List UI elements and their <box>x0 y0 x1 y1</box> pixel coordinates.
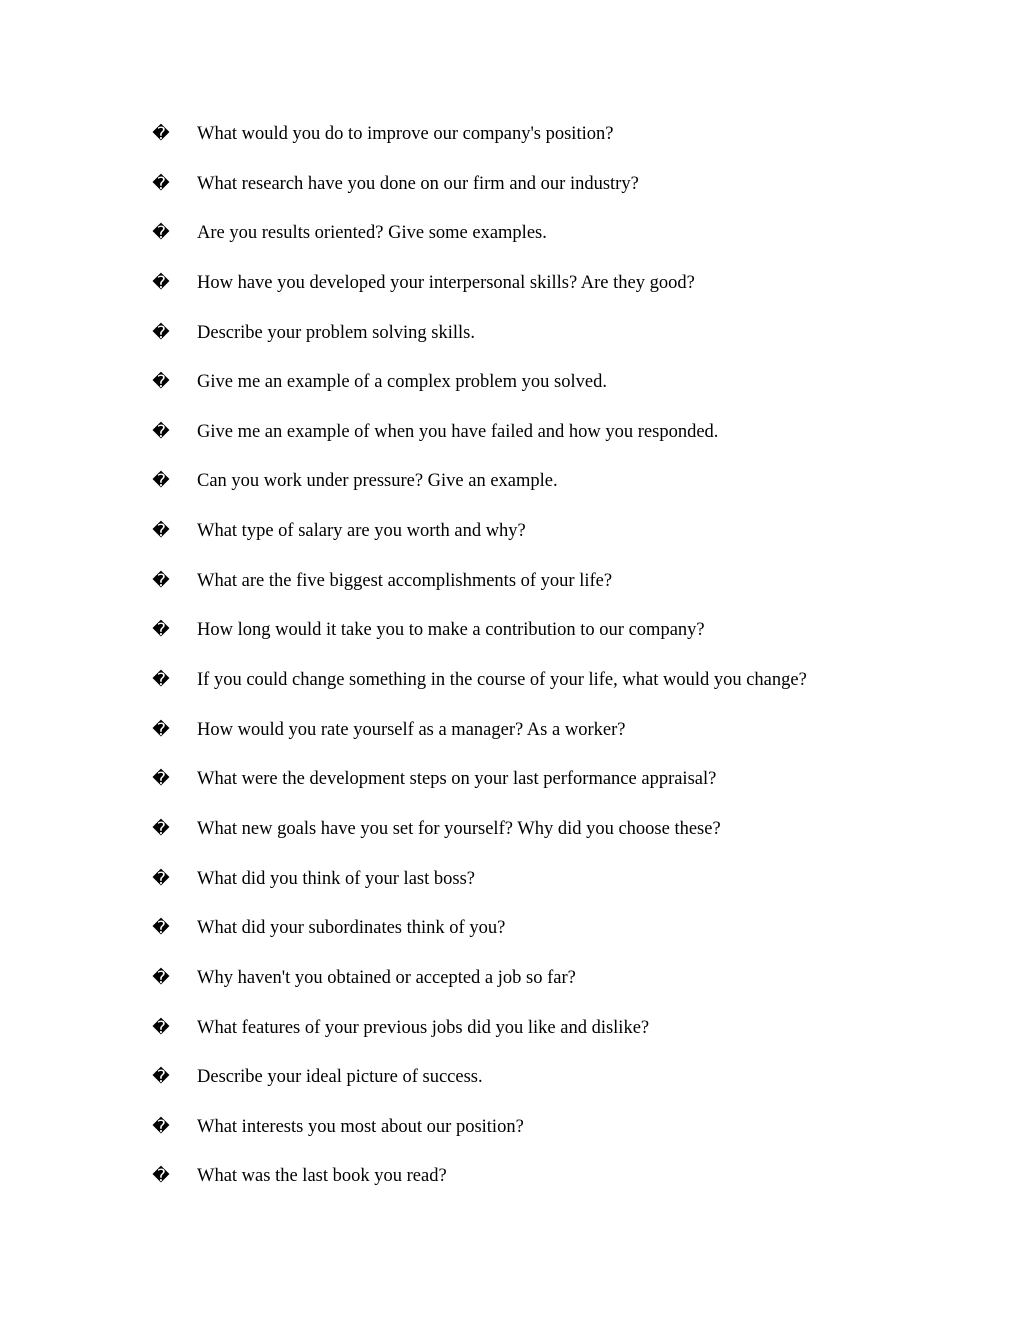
list-item <box>150 567 950 617</box>
question-text: Are you results oriented? Give some examples. <box>197 223 547 244</box>
question-text: What would you do to improve our company's position? <box>197 124 614 144</box>
list-item <box>150 418 950 468</box>
question-text: Give me an example of a complex problem you solved. <box>197 372 607 393</box>
bullet-icon: � <box>152 570 170 591</box>
list-item <box>150 1014 950 1064</box>
list-item <box>150 1162 950 1212</box>
question-text: Describe your problem solving skills. <box>197 322 475 343</box>
bullet-icon: � <box>152 620 170 641</box>
bullet-icon: � <box>152 918 170 939</box>
bullet-icon: � <box>152 372 170 393</box>
question-text: What new goals have you set for yourself? Why did you choose these? <box>197 818 721 839</box>
question-text: Describe your ideal picture of success. <box>197 1067 483 1088</box>
question-text: What were the development steps on your last performance appraisal? <box>197 769 717 790</box>
interview-question-list <box>150 120 950 1212</box>
bullet-icon: � <box>152 818 170 839</box>
question-text: Give me an example of when you have failed and how you responded. <box>197 421 719 442</box>
list-item <box>150 1063 950 1113</box>
question-text: What type of salary are you worth and why? <box>197 521 526 542</box>
bullet-icon: � <box>152 1116 170 1137</box>
list-item <box>150 170 950 220</box>
question-text: What did your subordinates think of you? <box>197 918 506 939</box>
question-text: What research have you done on our firm and our industry? <box>197 173 639 194</box>
bullet-icon: � <box>152 471 170 492</box>
question-text: What interests you most about our position? <box>197 1116 524 1137</box>
bullet-icon: � <box>152 719 170 740</box>
list-item <box>150 815 950 865</box>
bullet-icon: � <box>152 670 170 691</box>
question-text: How long would it take you to make a contribution to our company? <box>197 620 705 641</box>
list-item <box>150 269 950 319</box>
list-item <box>150 666 950 716</box>
bullet-icon: � <box>152 1017 170 1038</box>
list-item <box>150 964 950 1014</box>
list-item <box>150 467 950 517</box>
question-text: If you could change something in the course of your life, what would you change? <box>197 670 807 691</box>
list-item <box>150 1113 950 1163</box>
bullet-icon: � <box>152 223 170 244</box>
list-item <box>150 865 950 915</box>
list-item <box>150 914 950 964</box>
question-text: What did you think of your last boss? <box>197 868 475 889</box>
bullet-icon: � <box>152 1067 170 1088</box>
list-item <box>150 120 950 170</box>
bullet-icon: � <box>152 124 170 144</box>
list-item <box>150 319 950 369</box>
bullet-icon: � <box>152 868 170 889</box>
list-item <box>150 517 950 567</box>
list-item <box>150 219 950 269</box>
list-item <box>150 616 950 666</box>
bullet-icon: � <box>152 967 170 988</box>
question-text: What was the last book you read? <box>197 1166 447 1187</box>
question-text: What features of your previous jobs did you like and dislike? <box>197 1017 650 1038</box>
bullet-icon: � <box>152 521 170 542</box>
bullet-icon: � <box>152 1166 170 1187</box>
question-text: Can you work under pressure? Give an example. <box>197 471 558 492</box>
list-item <box>150 368 950 418</box>
bullet-icon: � <box>152 272 170 293</box>
question-text: How have you developed your interpersonal skills? Are they good? <box>197 272 695 293</box>
question-text: Why haven't you obtained or accepted a job so far? <box>197 967 576 988</box>
bullet-icon: � <box>152 322 170 343</box>
question-text: What are the five biggest accomplishments of your life? <box>197 570 613 591</box>
bullet-icon: � <box>152 173 170 194</box>
list-item <box>150 765 950 815</box>
bullet-icon: � <box>152 769 170 790</box>
question-text: How would you rate yourself as a manager? As a worker? <box>197 719 626 740</box>
list-item <box>150 716 950 766</box>
bullet-icon: � <box>152 421 170 442</box>
